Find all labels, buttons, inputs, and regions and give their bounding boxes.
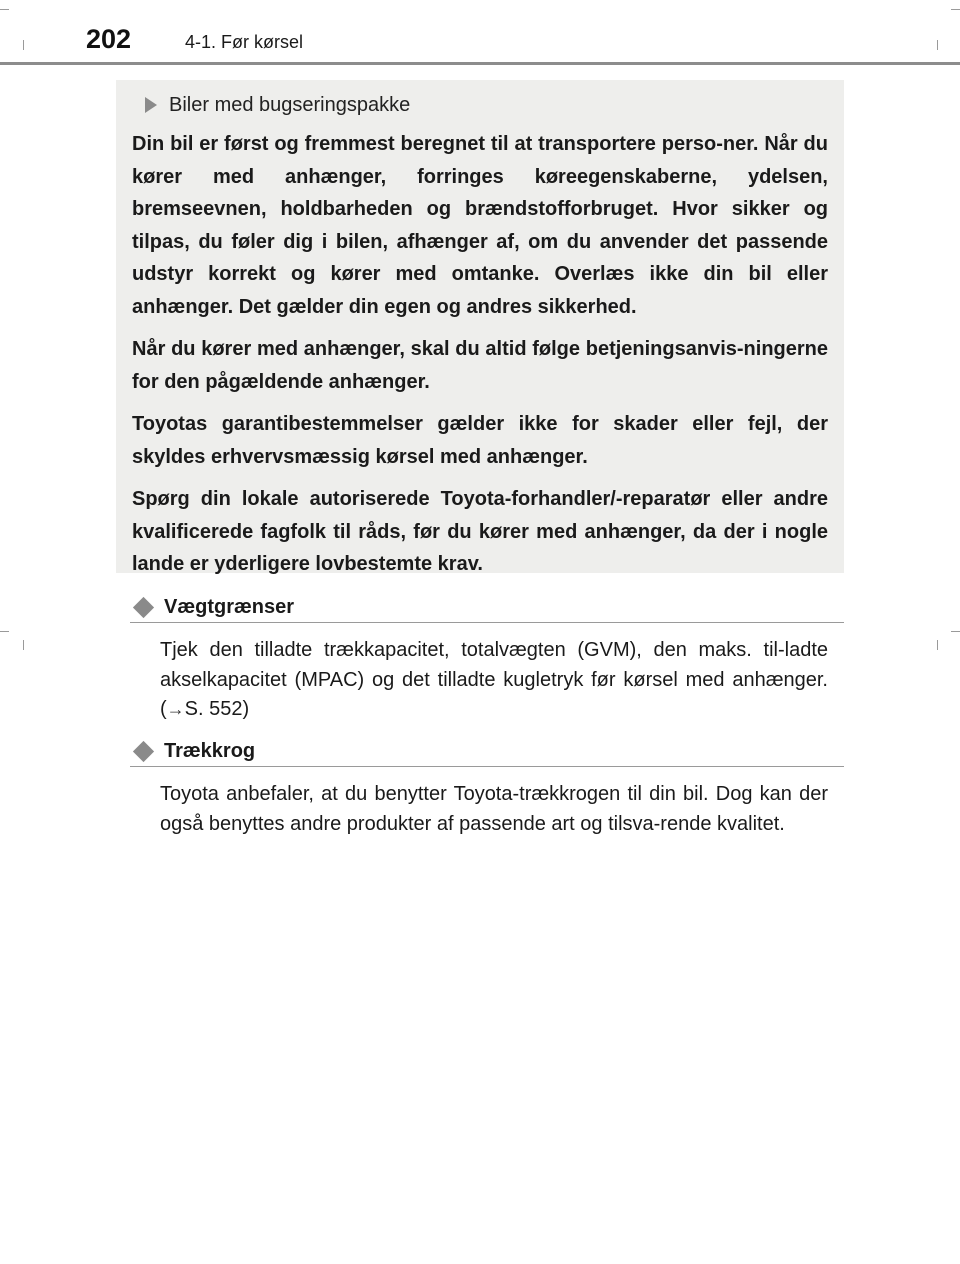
page-reference-link[interactable]: S. 552) [184, 698, 250, 720]
page-number: 202 [86, 24, 132, 54]
subheading-weight-limits [130, 592, 844, 623]
subheading-tow-hitch [130, 736, 844, 767]
crop-mark [951, 631, 960, 632]
info-paragraph: Din bil er først og fremmest beregnet til at transportere perso-ner. Når du kører med anhænger, forringes køreegenskaberne, ydelsen, bremseevnen, holdbarheden og brændstofforbruget. Hvor sikker og tilpas, du føler dig i bilen, afhænger af, om du anvender det passende udstyr korrekt og kører med omtanke. Overlæs ikke din bil eller anhænger. Det gælder din egen og andres sikkerhed. [132, 133, 828, 318]
diamond-bullet-icon [133, 596, 154, 617]
info-box-heading-text: Biler med bugseringspakke [169, 93, 411, 116]
crop-mark [937, 640, 938, 650]
info-box-heading [145, 88, 828, 122]
info-paragraph: Toyotas garantibestemmelser gælder ikke for skader eller fejl, der skyldes erhvervsmæssig kørsel med anhænger. [132, 413, 828, 468]
weight-limits-text [160, 636, 828, 725]
header-rule [0, 62, 960, 65]
crop-mark [951, 9, 960, 10]
crop-mark [0, 631, 9, 632]
crop-mark [23, 640, 24, 650]
crop-mark [0, 9, 9, 10]
subheading-text: Trækkrog [164, 739, 256, 762]
crop-mark [937, 40, 938, 50]
right-arrow-icon: → [166, 699, 185, 719]
weight-limits-text-main: Tjek den tilladte trækkapacitet, totalvægten (GVM), den maks. til-ladte akselkapacitet (MPAC) og det tilladte kugletryk før kørsel med anhænger. ( [160, 639, 828, 720]
section-title: 4-1. Før kørsel [185, 32, 304, 52]
subheading-text: Vægtgrænser [164, 595, 295, 618]
info-box [116, 80, 844, 573]
diamond-bullet-icon [133, 740, 154, 761]
info-paragraph: Når du kører med anhænger, skal du altid følge betjeningsanvis-ningerne for den pågældende anhænger. [132, 338, 828, 393]
info-paragraph: Spørg din lokale autoriserede Toyota-forhandler/-reparatør eller andre kvalificerede fagfolk til råds, før du kører med anhænger, da der i nogle lande er yderligere lovbestemte krav. [132, 488, 828, 575]
crop-mark [23, 40, 24, 50]
triangle-bullet-icon [145, 97, 157, 113]
tow-hitch-text: Toyota anbefaler, at du benytter Toyota-trækkrogen til din bil. Dog kan der også benyttes andre produkter af passende art og tilsva-rende kvalitet. [160, 783, 828, 835]
